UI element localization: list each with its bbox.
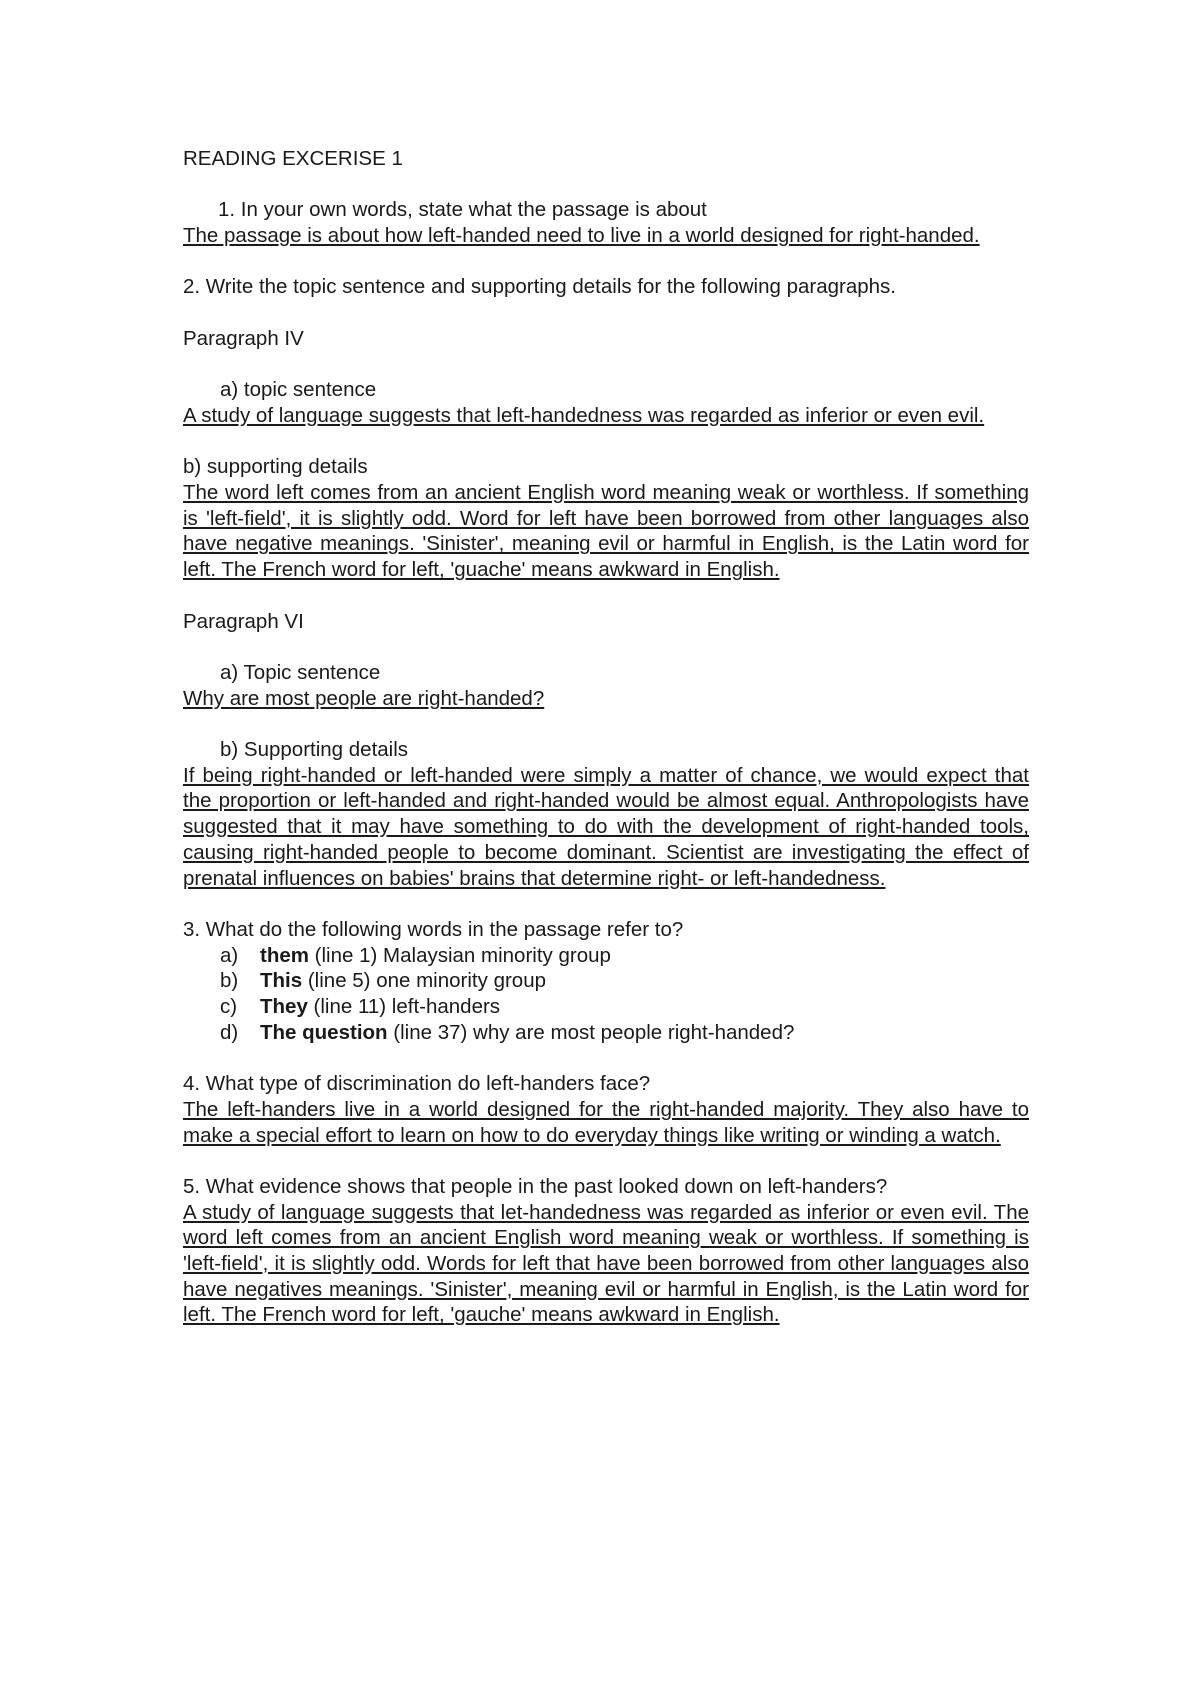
- p6-topic-label: a) Topic sentence: [220, 660, 381, 684]
- page-title: READING EXCERISE 1: [183, 147, 403, 170]
- referent-answer: (line 11) left-handers: [307, 995, 501, 1019]
- referent-word: The question: [260, 1020, 388, 1044]
- p6-topic-answer: Why are most people are right-handed?: [183, 686, 545, 710]
- answer-1: The passage is about how left-handed need to live in a world designed for right-handed.: [183, 224, 980, 248]
- question-2: 2. Write the topic sentence and supporting details for the following paragraphs.: [183, 275, 896, 299]
- question-1: 1. In your own words, state what the passage is about: [218, 198, 707, 222]
- list-item: [183, 943, 1029, 969]
- referent-answer: (line 5) one minority group: [302, 969, 546, 993]
- answer-5: A study of language suggests that let-handedness was regarded as inferior or even evil. The word left comes from an ancient English word meaning weak or worthless. If something is 'left-field', it is slightly odd. Words for left that have been borrowed from other languages also have negatives meanings. 'Sinister', meaning evil or harmful in English, is the Latin word for left. The French word for left, 'gauche' means awkward in English.: [183, 1200, 1029, 1327]
- referent-word: them: [260, 943, 309, 967]
- list-marker: a): [220, 943, 239, 967]
- p6-details-answer: If being right-handed or left-handed were simply a matter of chance, we would expect that the proportion or left-handed and right-handed would be almost equal. Anthropologists have suggested that it may have something to do with the development of right-handed tools, causing right-handed people to become dominant. Scientist are investigating the effect of prenatal influences on babies' brains that determine right- or left-handedness.: [183, 763, 1029, 890]
- referent-answer: (line 37) why are most people right-handed?: [387, 1020, 795, 1044]
- document-body: [183, 146, 1029, 1328]
- referent-answer: (line 1) Malaysian minority group: [308, 943, 611, 967]
- list-item: [183, 968, 1029, 994]
- p4-topic-label: a) topic sentence: [220, 378, 377, 402]
- answer-4: The left-handers live in a world designed for the right-handed majority. They also have to make a special effort to learn on how to do everyday things like writing or winding a watch.: [183, 1097, 1029, 1147]
- list-item: [183, 994, 1029, 1020]
- list-item: [183, 1020, 1029, 1046]
- p4-details-answer: The word left comes from an ancient English word meaning weak or worthless. If something is 'left-field', it is slightly odd. Word for left have been borrowed from other languages also have negative meanings. 'Sinister', meaning evil or harmful in English, is the Latin word for left. The French word for left, 'guache' means awkward in English.: [183, 481, 1029, 582]
- list-marker: b): [220, 969, 239, 993]
- question-4: 4. What type of discrimination do left-handers face?: [183, 1072, 651, 1096]
- p4-topic-answer: A study of language suggests that left-handedness was regarded as inferior or even evil.: [183, 403, 985, 427]
- list-marker: d): [220, 1020, 239, 1044]
- list-marker: c): [220, 995, 238, 1019]
- referent-word: This: [260, 969, 303, 993]
- paragraph-iv-heading: Paragraph IV: [183, 326, 304, 350]
- paragraph-vi-heading: Paragraph VI: [183, 609, 304, 633]
- p6-details-label: b) Supporting details: [220, 738, 409, 762]
- question-3: 3. What do the following words in the passage refer to?: [183, 917, 684, 941]
- referent-word: They: [260, 995, 308, 1019]
- p4-details-label: b) supporting details: [183, 455, 368, 479]
- question-5: 5. What evidence shows that people in the past looked down on left-handers?: [183, 1174, 888, 1198]
